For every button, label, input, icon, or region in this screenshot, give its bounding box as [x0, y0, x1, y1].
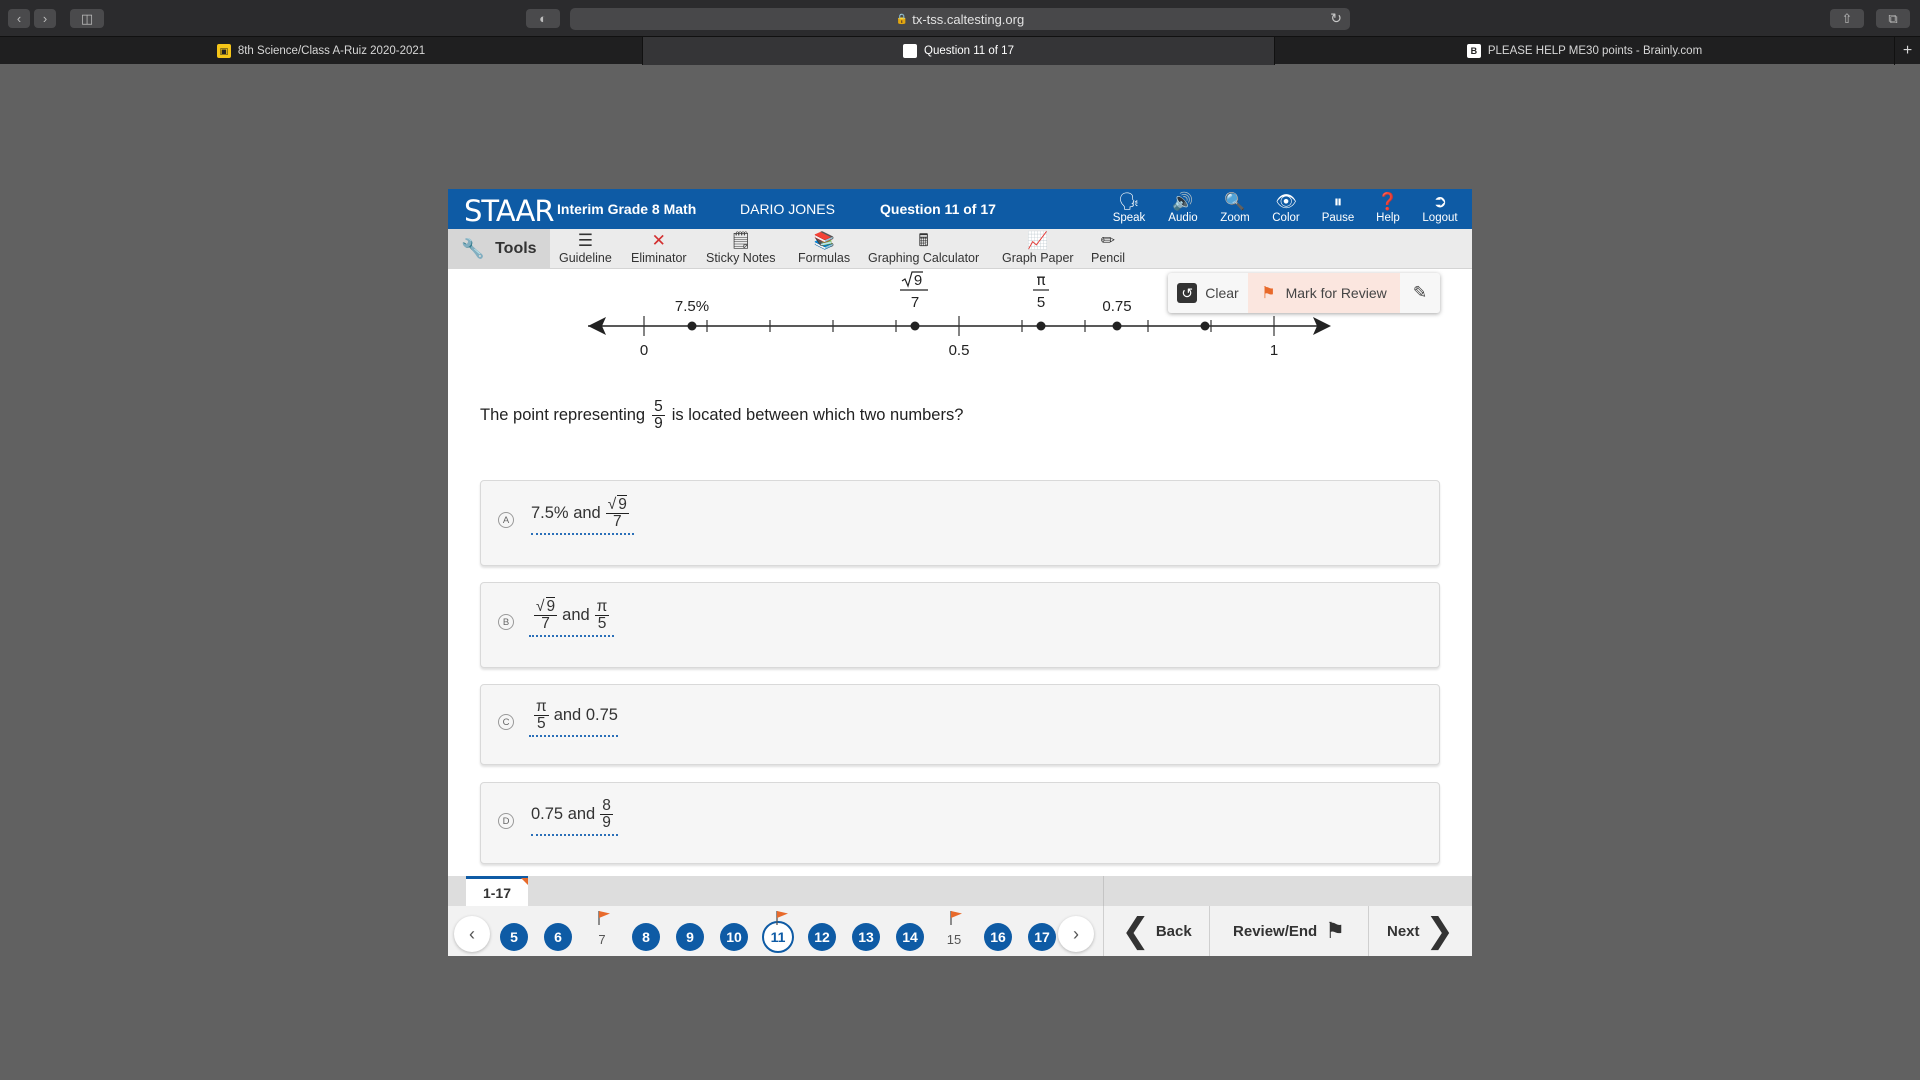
books-icon: 📚: [813, 231, 835, 250]
frac-num: 5: [654, 398, 663, 415]
choice-answer: [531, 798, 618, 836]
choice-letter: A: [498, 512, 514, 528]
color-button[interactable]: [1261, 192, 1311, 224]
tools-menu[interactable]: [448, 229, 550, 269]
graph-paper-label: Graph Paper: [1002, 251, 1074, 265]
frac-den: 7: [541, 615, 550, 633]
choice-answer: [529, 699, 618, 737]
frac-den: 7: [612, 513, 622, 531]
tabs-overview-icon[interactable]: ⧉: [1876, 9, 1910, 28]
graph-paper-tool[interactable]: [1002, 231, 1074, 265]
next-page-button[interactable]: [1058, 916, 1094, 952]
question-actions: [1168, 273, 1440, 313]
sidebar-icon[interactable]: ◫: [70, 9, 104, 28]
address-bar[interactable]: [570, 8, 1350, 30]
chevron-right-icon: ❯: [1425, 912, 1454, 950]
choice-fraction: [600, 798, 613, 832]
point-den-5: 5: [1036, 294, 1046, 311]
question-before: The point representing: [480, 406, 646, 425]
choice-c[interactable]: [480, 684, 1440, 765]
shield-icon[interactable]: ◐: [526, 9, 560, 28]
frac-num: 8: [602, 797, 611, 814]
point-0-75: [1113, 322, 1122, 331]
speak-icon: 🗣: [1118, 192, 1140, 211]
eliminator-tool[interactable]: [631, 231, 687, 265]
share-icon[interactable]: ⇧: [1830, 9, 1864, 28]
test-app: [448, 189, 1472, 956]
color-label: Color: [1272, 212, 1300, 224]
question-nav-15[interactable]: 15: [946, 931, 962, 947]
tools-label: Tools: [495, 240, 537, 257]
frac-num: π: [596, 598, 608, 615]
clear-label: Clear: [1205, 285, 1239, 301]
tab-title: Question 11 of 17: [924, 45, 1014, 57]
pencil-tool[interactable]: [1091, 231, 1125, 265]
speaker-icon: 🔊: [1172, 192, 1194, 211]
sqrt-radicand: 9: [546, 598, 556, 615]
tab-title: PLEASE HELP ME30 points - Brainly.com: [1487, 45, 1703, 57]
guideline-tool[interactable]: [559, 231, 612, 265]
page-favicon-icon: [903, 44, 917, 58]
frac-den: 5: [597, 615, 607, 633]
audio-button[interactable]: [1158, 192, 1208, 224]
back-label: Back: [1155, 922, 1192, 940]
flag-icon: [948, 910, 964, 926]
mark-label: Mark for Review: [1285, 285, 1387, 301]
wrench-icon: 🔧: [461, 239, 486, 260]
point-num-pi: π: [1036, 271, 1046, 289]
eliminator-label: Eliminator: [631, 251, 687, 265]
zoom-label: Zoom: [1220, 212, 1250, 224]
choice-answer: [531, 497, 634, 535]
flag-icon: [774, 910, 790, 926]
logout-button[interactable]: [1415, 192, 1465, 224]
point-den-7: 7: [910, 294, 920, 311]
point-8-over-9: [1201, 322, 1210, 331]
sticky-notes-label: Sticky Notes: [706, 251, 776, 265]
question-text: [480, 399, 963, 433]
tab-brainly[interactable]: [1275, 37, 1895, 65]
pencil-icon: ✏: [1100, 231, 1116, 250]
point-label-0-75: 0.75: [1102, 298, 1132, 315]
flag-icon: [596, 910, 612, 926]
prev-page-button[interactable]: [454, 916, 490, 952]
classroom-favicon-icon: ▣: [217, 44, 231, 58]
point-label-7-5-percent: 7.5%: [674, 298, 710, 315]
question-nav-7[interactable]: 7: [598, 931, 606, 947]
help-button[interactable]: [1363, 192, 1413, 224]
speak-label: Speak: [1112, 212, 1146, 224]
choice-d[interactable]: [480, 782, 1440, 864]
eye-icon: 👁: [1275, 192, 1297, 211]
help-label: Help: [1376, 212, 1400, 224]
staar-logo: STAAR: [464, 194, 554, 228]
question-nav-14[interactable]: 14: [896, 923, 924, 951]
choice-text: and: [562, 606, 590, 625]
question-nav-5[interactable]: 5: [500, 923, 528, 951]
app-header: [448, 189, 1472, 229]
back-button[interactable]: [1103, 906, 1209, 956]
question-after: is located between which two numbers?: [671, 406, 964, 425]
pause-label: Pause: [1321, 212, 1355, 224]
line-graph-icon: 📈: [1027, 231, 1049, 250]
question-nav-16[interactable]: 16: [984, 923, 1012, 951]
tab-title: 8th Science/Class A-Ruiz 2020-2021: [237, 45, 426, 57]
choice-letter: B: [498, 614, 514, 630]
url-text: tx-tss.caltesting.org: [912, 11, 1025, 27]
calculator-icon: 🖩: [918, 231, 929, 250]
test-name: Interim Grade 8 Math: [557, 201, 697, 217]
tick-label-1: 1: [1269, 342, 1279, 359]
frac-den: 5: [537, 715, 546, 733]
choice-letter: C: [498, 714, 514, 730]
review-end-button[interactable]: [1209, 906, 1368, 956]
chevron-left-icon: ‹: [469, 923, 475, 944]
back-arrow-icon[interactable]: ‹: [8, 9, 30, 28]
tick-label-0-5: 0.5: [948, 342, 970, 359]
frac-num: π: [536, 698, 547, 715]
tab-class[interactable]: [0, 37, 643, 65]
formulas-label: Formulas: [798, 251, 851, 265]
choice-text: 7.5% and: [531, 504, 601, 523]
next-label: Next: [1386, 922, 1420, 940]
speak-button[interactable]: [1104, 192, 1154, 224]
mark-for-review-button[interactable]: [1248, 273, 1400, 313]
point-num-sqrt9: 9: [913, 272, 923, 289]
flag-corner-icon: [521, 878, 528, 885]
question-nav-12[interactable]: 12: [808, 923, 836, 951]
question-nav-8[interactable]: 8: [632, 923, 660, 951]
point-sqrt9-over-7: [911, 322, 920, 331]
tools-bar: [448, 229, 1472, 269]
frac-num: √ 9: [607, 496, 627, 513]
notepad-button[interactable]: [1400, 273, 1440, 313]
edit-icon: ✎: [1412, 283, 1428, 302]
question-range-tabs: [448, 876, 1472, 906]
x-icon: ✕: [651, 231, 666, 250]
question-nav-6[interactable]: 6: [544, 923, 572, 951]
next-button[interactable]: [1368, 906, 1472, 956]
forward-arrow-icon[interactable]: ›: [34, 9, 56, 28]
frac-den: 9: [654, 415, 663, 433]
undo-icon: ↺: [1177, 283, 1197, 303]
graphing-calculator-tool[interactable]: [868, 231, 979, 265]
choice-text: 0.75 and: [531, 805, 596, 824]
formulas-tool[interactable]: [798, 231, 850, 265]
point-7-5-percent: [688, 322, 697, 331]
question-counter: Question 11 of 17: [880, 201, 996, 217]
sqrt-radicand: 9: [618, 496, 627, 513]
tab-strip: [0, 36, 1920, 64]
pause-icon: ⏸: [1333, 192, 1343, 211]
choice-text: and 0.75: [553, 706, 618, 725]
help-icon: ❓: [1377, 192, 1399, 211]
flag-icon: ⚑: [1325, 918, 1345, 943]
student-name: DARIO JONES: [740, 201, 835, 217]
zoom-button[interactable]: [1210, 192, 1260, 224]
choice-fraction: [534, 699, 549, 733]
graphing-calculator-label: Graphing Calculator: [868, 251, 980, 265]
question-nav-17[interactable]: 17: [1028, 923, 1056, 951]
guideline-icon: ☰: [577, 231, 594, 250]
guideline-label: Guideline: [559, 251, 612, 265]
choice-b[interactable]: [480, 582, 1440, 668]
choice-letter: D: [498, 813, 514, 829]
question-nav-9[interactable]: 9: [676, 923, 704, 951]
chevron-right-icon: ›: [1073, 923, 1079, 944]
zoom-icon: 🔍: [1224, 192, 1246, 211]
question-fraction: [652, 399, 665, 433]
brainly-favicon-icon: B: [1467, 44, 1481, 58]
frac-num: √ 9: [536, 598, 556, 615]
choice-fraction-1: [534, 599, 557, 633]
question-nav-13[interactable]: 13: [852, 923, 880, 951]
frac-den: 9: [602, 814, 611, 832]
choice-answer: [529, 599, 614, 637]
range-tab-1-17[interactable]: [466, 876, 528, 906]
point-pi-over-5: [1037, 322, 1046, 331]
question-navigator: [448, 906, 1472, 956]
review-end-label: Review/End: [1233, 922, 1318, 940]
logout-label: Logout: [1422, 212, 1458, 224]
flag-icon: ⚑: [1261, 285, 1276, 302]
new-tab-icon[interactable]: +: [1902, 42, 1913, 59]
question-nav-11-current[interactable]: 11: [762, 921, 794, 953]
tick-label-0: 0: [639, 342, 649, 359]
choice-fraction-2: [595, 599, 610, 633]
reload-icon[interactable]: ↻: [1330, 10, 1342, 26]
choice-a[interactable]: [480, 480, 1440, 566]
audio-label: Audio: [1168, 212, 1198, 224]
logout-icon: ➲: [1432, 192, 1448, 211]
question-nav-10[interactable]: 10: [720, 923, 748, 951]
pencil-label: Pencil: [1091, 251, 1126, 265]
choice-fraction: [606, 497, 629, 531]
chevron-left-icon: ❮: [1121, 912, 1150, 950]
tab-question[interactable]: [643, 37, 1275, 65]
browser-toolbar: [0, 0, 1920, 36]
note-icon: 🗒: [729, 231, 752, 250]
clear-button[interactable]: [1168, 273, 1248, 313]
lock-icon: 🔒: [895, 13, 909, 25]
sticky-notes-tool[interactable]: [706, 231, 775, 265]
range-label: 1-17: [482, 884, 512, 901]
pause-button[interactable]: [1313, 192, 1363, 224]
